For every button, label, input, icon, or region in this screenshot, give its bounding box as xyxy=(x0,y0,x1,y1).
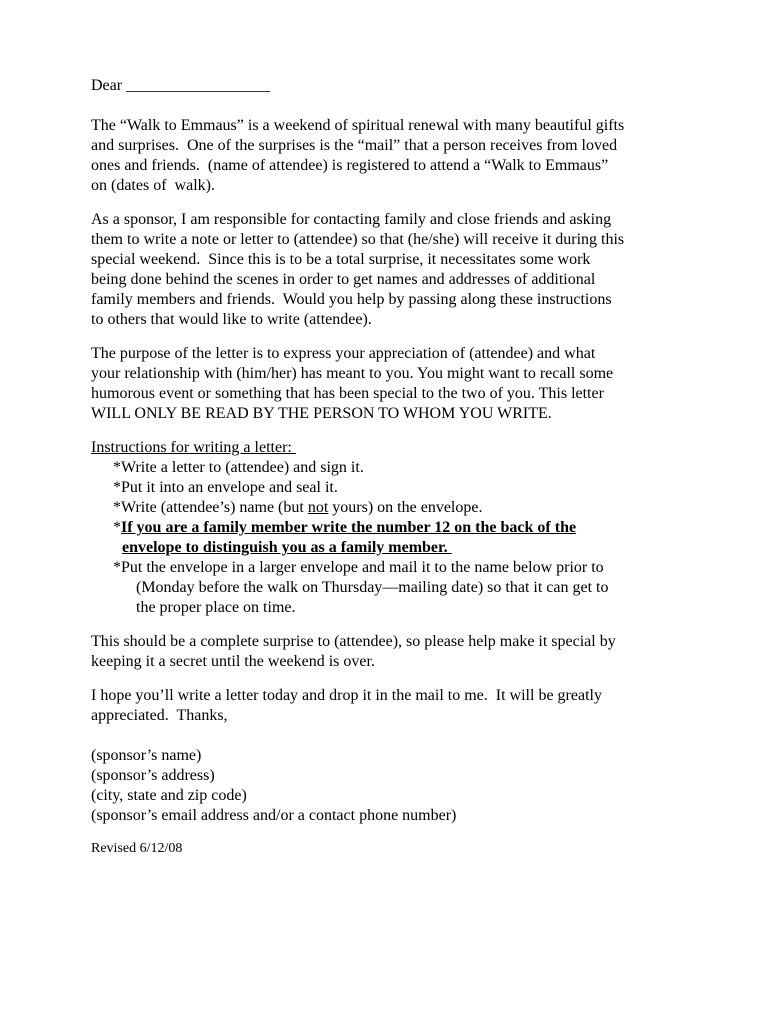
paragraph-closing xyxy=(91,686,691,726)
instruction-emphasis-continued: envelope to distinguish you as a family member. xyxy=(122,539,452,556)
instruction-text: yours) on the envelope. xyxy=(328,499,483,516)
instruction-item: *Put the envelope in a larger envelope and mail it to the name below prior to xyxy=(113,559,604,576)
instruction-item-continued: the proper place on time. xyxy=(136,599,296,616)
sponsor-city-state-zip: (city, state and zip code) xyxy=(91,787,247,804)
paragraph-surprise xyxy=(91,632,691,672)
text-line: WILL ONLY BE READ BY THE PERSON TO WHOM YOU WRITE. xyxy=(91,405,552,422)
sponsor-contact: (sponsor’s email address and/or a contact phone number) xyxy=(91,807,457,824)
emphasis-not: not xyxy=(307,499,329,516)
text-line: The purpose of the letter is to express your appreciation of (attendee) and what xyxy=(91,345,596,362)
sponsor-name: (sponsor’s name) xyxy=(91,747,202,764)
instruction-item-continued: (Monday before the walk on Thursday—mailing date) so that it can get to xyxy=(136,579,609,596)
text-line: ones and friends. (name of attendee) is registered to attend a “Walk to Emmaus” xyxy=(91,157,609,174)
paragraph-sponsor xyxy=(91,210,691,330)
instruction-item: *Put it into an envelope and seal it. xyxy=(113,479,338,496)
text-line: family members and friends. Would you help by passing along these instructions xyxy=(91,291,612,308)
instruction-text: *Write (attendee’s) name (but xyxy=(113,499,308,516)
text-line: This should be a complete surprise to (attendee), so please help make it special by xyxy=(91,633,616,650)
text-line: As a sponsor, I am responsible for contacting family and close friends and asking xyxy=(91,211,612,228)
text-line: appreciated. Thanks, xyxy=(91,707,228,724)
text-line: your relationship with (him/her) has meant to you. You might want to recall some xyxy=(91,365,614,382)
text-line: I hope you’ll write a letter today and drop it in the mail to me. It will be greatly xyxy=(91,687,602,704)
text-line: keeping it a secret until the weekend is over. xyxy=(91,653,375,670)
signature-block xyxy=(91,746,691,826)
text-line: The “Walk to Emmaus” is a weekend of spiritual renewal with many beautiful gifts xyxy=(91,117,625,134)
instruction-item-bold xyxy=(91,518,691,538)
paragraph-purpose xyxy=(91,344,691,424)
letter-page xyxy=(91,76,691,860)
text-line: and surprises. One of the surprises is the “mail” that a person receives from loved xyxy=(91,137,618,154)
revision-note: Revised 6/12/08 xyxy=(91,841,183,856)
instruction-bullet: * xyxy=(113,519,121,536)
salutation: Dear __________________ xyxy=(91,77,271,94)
instructions-heading: Instructions for writing a letter: xyxy=(91,439,296,456)
instruction-item xyxy=(91,498,691,518)
paragraph-intro xyxy=(91,116,691,196)
text-line: humorous event or something that has been special to the two of you. This letter xyxy=(91,385,604,402)
sponsor-address: (sponsor’s address) xyxy=(91,767,215,784)
instructions-section xyxy=(91,438,691,618)
text-line: to others that would like to write (attendee). xyxy=(91,311,372,328)
text-line: on (dates of walk). xyxy=(91,177,215,194)
text-line: special weekend. Since this is to be a total surprise, it necessitates some work xyxy=(91,251,591,268)
instruction-item: *Write a letter to (attendee) and sign it. xyxy=(113,459,364,476)
instruction-emphasis: If you are a family member write the number 12 on the back of the xyxy=(121,519,577,536)
text-line: being done behind the scenes in order to get names and addresses of additional xyxy=(91,271,596,288)
text-line: them to write a note or letter to (attendee) so that (he/she) will receive it during this xyxy=(91,231,625,248)
